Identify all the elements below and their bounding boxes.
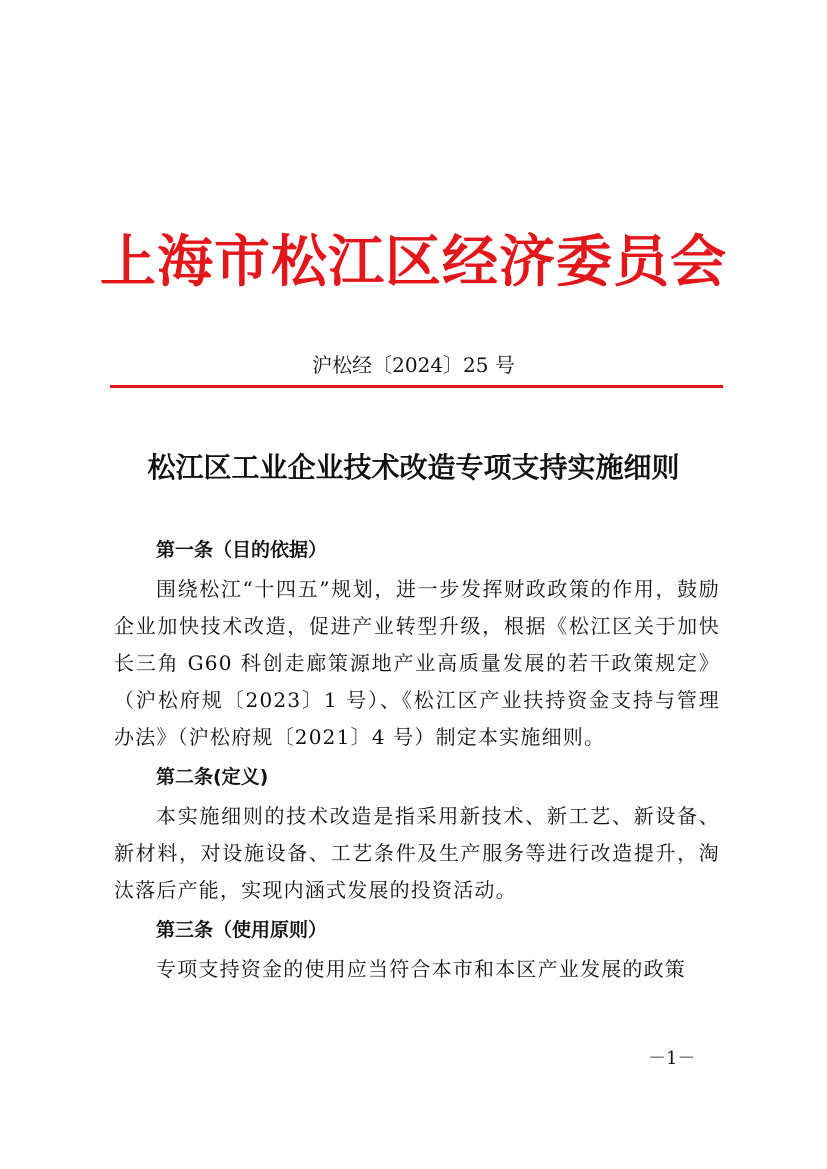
article-2-heading: 第二条(定义): [156, 766, 269, 788]
page-number: －1－: [648, 1048, 696, 1069]
issuing-organization-header: 上海市松江区经济委员会: [100, 229, 727, 295]
article-1-text: 围绕松江“十四五”规划，进一步发挥财政政策的作用，鼓励企业加快技术改造，促进产业转型升级，根据《松江区关于加快长三角 G60 科创走廊策源地产业高质量发展的若干政策规定》（沪松府规〔2023〕1 号）、《松江区产业扶持资金支持与管理办法》（沪松府规〔2021〕4 号）制定本实施细则。: [114, 577, 720, 749]
article-2-text: 本实施细则的技术改造是指采用新技术、新工艺、新设备、新材料，对设施设备、工艺条件及生产服务等进行改造提升，淘汰落后产能，实现内涵式发展的投资活动。: [114, 804, 720, 902]
document-body: [114, 531, 720, 990]
article-3-text: 专项支持资金的使用应当符合本市和本区产业发展的政策: [156, 957, 686, 981]
article-3-heading: 第三条（使用原则）: [156, 919, 328, 941]
document-title: 松江区工业企业技术改造专项支持实施细则: [147, 451, 680, 484]
document-number: 沪松经〔2024〕25 号: [312, 353, 515, 377]
article-1-heading: 第一条（目的依据）: [156, 539, 328, 561]
red-header-divider: [110, 385, 723, 388]
